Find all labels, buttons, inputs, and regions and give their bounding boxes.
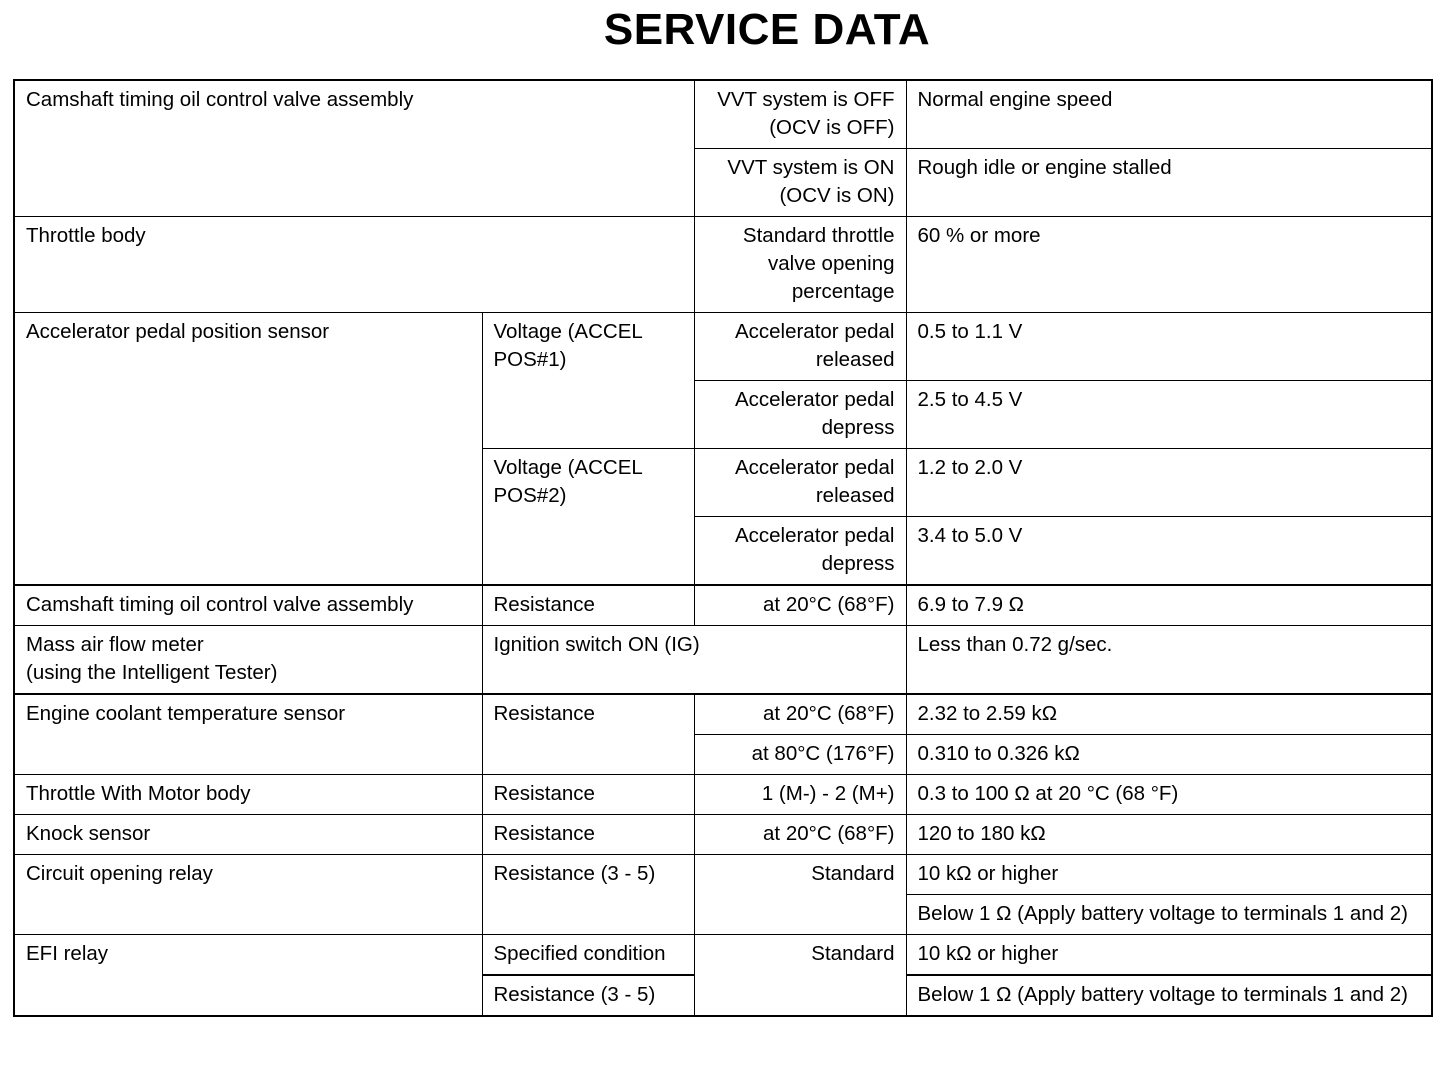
value-cell: Normal engine speed — [906, 80, 1432, 149]
table-row — [14, 775, 1432, 815]
value-cell: 10 kΩ or higher — [906, 855, 1432, 895]
method-cell: Ignition switch ON (IG) — [482, 626, 906, 695]
value-cell: Less than 0.72 g/sec. — [906, 626, 1432, 695]
table-row — [14, 815, 1432, 855]
method-cell: Resistance — [482, 694, 694, 775]
item-cell: Throttle With Motor body — [14, 775, 482, 815]
method-cell: Resistance — [482, 775, 694, 815]
value-cell: 1.2 to 2.0 V — [906, 449, 1432, 517]
condition-cell: VVT system is OFF (OCV is OFF) — [694, 80, 906, 149]
value-cell: Below 1 Ω (Apply battery voltage to terminals 1 and 2) — [906, 975, 1432, 1016]
condition-cell: Accelerator pedal depress — [694, 381, 906, 449]
item-cell: EFI relay — [14, 935, 482, 1017]
condition-cell: at 80°C (176°F) — [694, 735, 906, 775]
condition-cell: at 20°C (68°F) — [694, 815, 906, 855]
page-title: SERVICE DATA — [603, 5, 931, 54]
item-cell: Throttle body — [14, 217, 694, 313]
value-cell: 10 kΩ or higher — [906, 935, 1432, 976]
item-cell: Engine coolant temperature sensor — [14, 694, 482, 775]
value-cell: 0.310 to 0.326 kΩ — [906, 735, 1432, 775]
condition-cell: Standard — [694, 855, 906, 935]
condition-cell: Standard throttle valve opening percentage — [694, 217, 906, 313]
item-cell: Circuit opening relay — [14, 855, 482, 935]
method-cell: Resistance (3 - 5) — [482, 855, 694, 935]
table-row — [14, 935, 1432, 976]
value-cell: Rough idle or engine stalled — [906, 149, 1432, 217]
value-cell: 6.9 to 7.9 Ω — [906, 585, 1432, 626]
table-row — [14, 217, 1432, 313]
method-cell: Resistance — [482, 815, 694, 855]
method-cell: Resistance — [482, 585, 694, 626]
item-cell: Accelerator pedal position sensor — [14, 313, 482, 586]
condition-cell: 1 (M-) - 2 (M+) — [694, 775, 906, 815]
service-data-table — [13, 79, 1433, 1017]
item-line: Mass air flow meter — [26, 633, 204, 656]
condition-cell: at 20°C (68°F) — [694, 585, 906, 626]
condition-cell: at 20°C (68°F) — [694, 694, 906, 735]
item-line: (using the Intelligent Tester) — [26, 661, 278, 684]
table-row — [14, 694, 1432, 735]
table-row — [14, 313, 1432, 381]
item-cell: Camshaft timing oil control valve assembly — [14, 80, 694, 217]
value-cell: 0.3 to 100 Ω at 20 °C (68 °F) — [906, 775, 1432, 815]
table-row — [14, 585, 1432, 626]
value-cell: 120 to 180 kΩ — [906, 815, 1432, 855]
table-row — [14, 80, 1432, 149]
condition-cell: Accelerator pedal released — [694, 449, 906, 517]
item-cell — [14, 626, 482, 695]
table-row — [14, 626, 1432, 695]
method-cell: Voltage (ACCEL POS#2) — [482, 449, 694, 586]
condition-cell: Standard — [694, 935, 906, 1017]
table-row — [14, 855, 1432, 895]
condition-cell: VVT system is ON (OCV is ON) — [694, 149, 906, 217]
item-cell: Knock sensor — [14, 815, 482, 855]
value-cell: 60 % or more — [906, 217, 1432, 313]
value-cell: 2.5 to 4.5 V — [906, 381, 1432, 449]
method-cell: Voltage (ACCEL POS#1) — [482, 313, 694, 449]
method-cell: Resistance (3 - 5) — [482, 975, 694, 1016]
value-cell: 2.32 to 2.59 kΩ — [906, 694, 1432, 735]
value-cell: 0.5 to 1.1 V — [906, 313, 1432, 381]
item-cell: Camshaft timing oil control valve assembly — [14, 585, 482, 626]
condition-cell: Accelerator pedal released — [694, 313, 906, 381]
value-cell: 3.4 to 5.0 V — [906, 517, 1432, 586]
condition-cell: Accelerator pedal depress — [694, 517, 906, 586]
value-cell: Below 1 Ω (Apply battery voltage to terminals 1 and 2) — [906, 895, 1432, 935]
method-cell: Specified condition — [482, 935, 694, 976]
